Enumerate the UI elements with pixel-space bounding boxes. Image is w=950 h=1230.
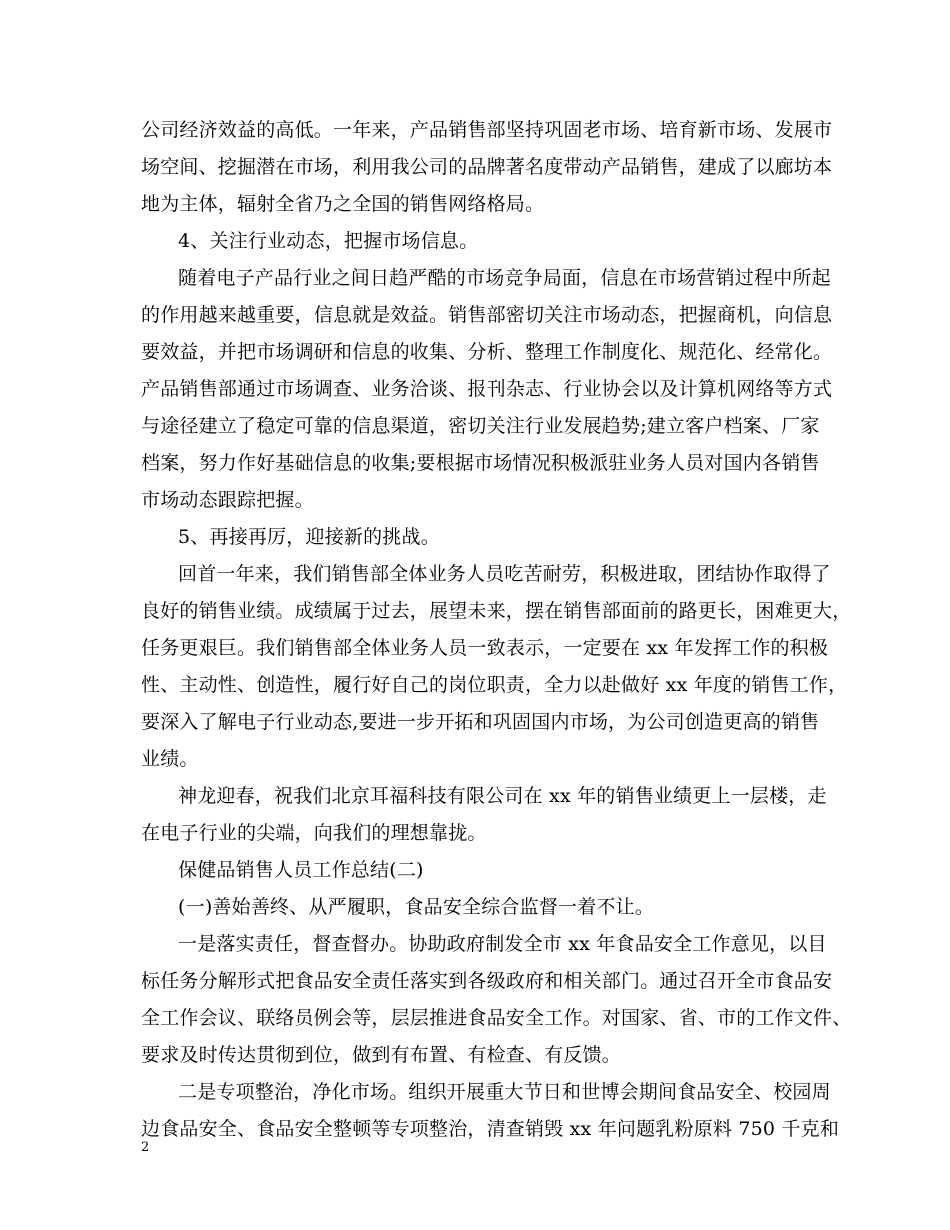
text-line: 业绩。 — [141, 748, 199, 770]
text-line: 市场动态跟踪把握。 — [141, 489, 314, 511]
text-line: 二是专项整治，净化市场。组织开展重大节日和世博会期间食品安全、校园周 — [178, 1081, 831, 1103]
text-line: 场空间、挖掘潜在市场，利用我公司的品牌著名度带动产品销售，建成了以廊坊本 — [141, 156, 833, 178]
section-heading: 5、再接再厉，迎接新的挑战。 — [178, 526, 440, 548]
text-line: 全工作会议、联络员例会等，层层推进食品安全工作。对国家、省、市的工作文件、 — [141, 1007, 852, 1029]
section-heading: 4、关注行业动态，把握市场信息。 — [178, 230, 479, 252]
section-heading: (一)善始善终、从严履职，食品安全综合监督一着不让。 — [178, 896, 655, 918]
text-line: 在电子行业的尖端，向我们的理想靠拢。 — [141, 822, 487, 844]
text-line: 回首一年来，我们销售部全体业务人员吃苦耐劳，积极进取，团结协作取得了 — [178, 563, 831, 585]
text-line: 神龙迎春，祝我们北京耳福科技有限公司在 xx 年的销售业绩更上一层楼，走 — [178, 785, 827, 807]
text-line: 地为主体，辐射全省乃之全国的销售网络格局。 — [141, 193, 545, 215]
page-number: 2 — [141, 1140, 150, 1155]
text-line: 产品销售部通过市场调查、业务洽谈、报刊杂志、行业协会以及计算机网络等方式 — [141, 378, 833, 400]
section-heading: 保健品销售人员工作总结(二) — [178, 859, 424, 881]
text-line: 良好的销售业绩。成绩属于过去，展望未来，摆在销售部面前的路更长，困难更大， — [141, 600, 852, 622]
text-line: 公司经济效益的高低。一年来，产品销售部坚持巩固老市场、培育新市场、发展市 — [141, 119, 833, 141]
text-line: 标任务分解形式把食品安全责任落实到各级政府和相关部门。通过召开全市食品安 — [141, 970, 833, 992]
text-line: 与途径建立了稳定可靠的信息渠道，密切关注行业发展趋势;建立客户档案、厂家 — [141, 415, 820, 437]
text-line: 要深入了解电子行业动态,要进一步开拓和巩固国内市场，为公司创造更高的销售 — [141, 711, 820, 733]
text-line: 一是落实责任，督查督办。协助政府制发全市 xx 年食品安全工作意见，以目 — [178, 933, 827, 955]
text-line: 随着电子产品行业之间日趋严酷的市场竞争局面，信息在市场营销过程中所起 — [178, 267, 831, 289]
text-line: 要效益，并把市场调研和信息的收集、分析、整理工作制度化、规范化、经常化。 — [141, 341, 833, 363]
text-line: 性、主动性、创造性，履行好自己的岗位职责，全力以赴做好 xx 年度的销售工作， — [141, 674, 848, 696]
text-line: 任务更艰巨。我们销售部全体业务人员一致表示，一定要在 xx 年发挥工作的积极 — [141, 637, 829, 659]
text-line: 要求及时传达贯彻到位，做到有布置、有检查、有反馈。 — [141, 1044, 622, 1066]
text-line: 边食品安全、食品安全整顿等专项整治，清查销毁 xx 年问题乳粉原料 750 千克和 — [141, 1118, 840, 1140]
text-line: 的作用越来越重要，信息就是效益。销售部密切关注市场动态，把握商机，向信息 — [141, 304, 833, 326]
text-line: 档案，努力作好基础信息的收集;要根据市场情况积极派驻业务人员对国内各销售 — [141, 452, 820, 474]
